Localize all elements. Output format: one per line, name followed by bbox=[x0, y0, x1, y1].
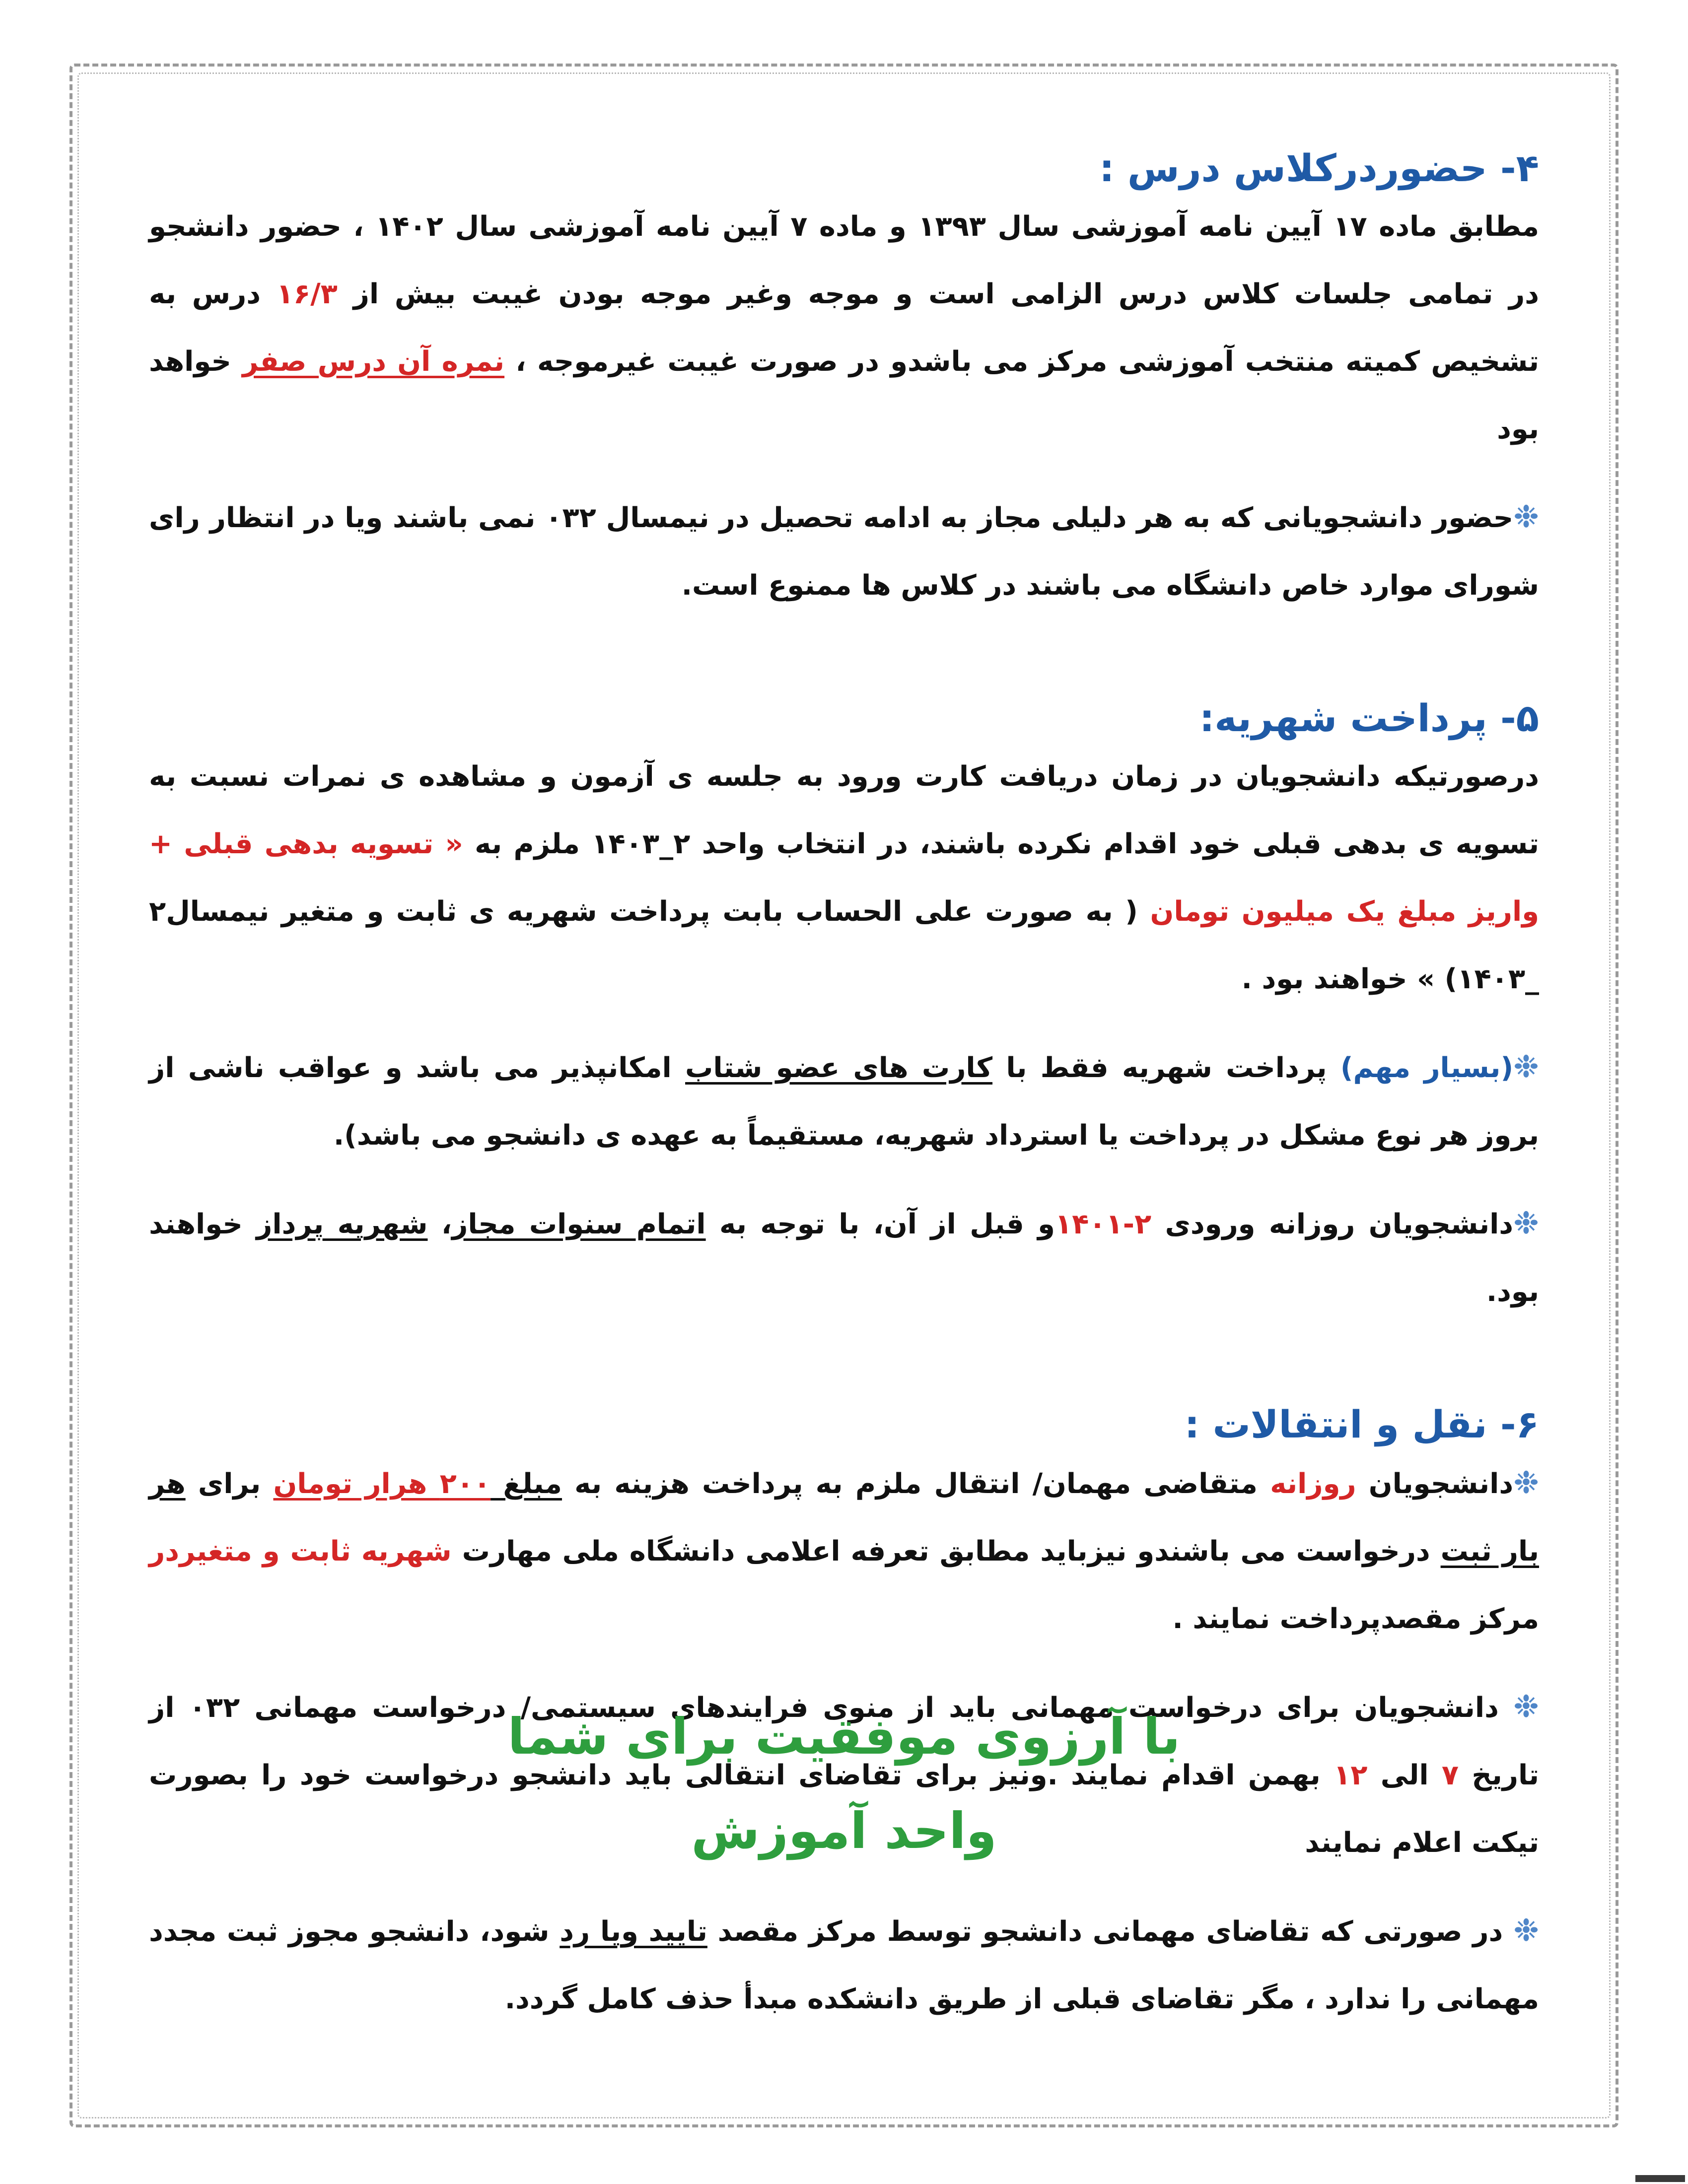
asterisk-icon: ❉ bbox=[1513, 1464, 1540, 1501]
text: ، bbox=[427, 1208, 452, 1240]
text: بهمن اقدام نمایند .ونیز برای تقاضای انتقالی باید دانشجو درخواست خود را بصورت تیکت اعلام نمایند bbox=[149, 1759, 1539, 1859]
entry-year: ۲-۱۴۰۱ bbox=[1055, 1208, 1152, 1240]
text: مرکز مقصدپرداخت نمایند . bbox=[1172, 1603, 1539, 1636]
closing-wish: با آرزوی موفقیت برای شما bbox=[507, 1707, 1181, 1766]
text: دانشجویان bbox=[1356, 1468, 1514, 1501]
allowed-years-note: اتمام سنوات مجاز bbox=[452, 1208, 706, 1240]
shetab-cards-note: کارت های عضو شتاب bbox=[685, 1051, 993, 1084]
text: حضور دانشجویانی که به هر دلیلی مجاز به ادامه تحصیل در نیمسال ۰۳۲ نمی باشند ویا در انتظار رای شورای موارد خاص دانشگاه می باشند در کلاس ها ممنوع است. bbox=[149, 501, 1539, 602]
section-5-paragraph-3 bbox=[149, 1189, 1539, 1326]
text: پرداخت شهریه فقط با bbox=[992, 1051, 1340, 1084]
section-4-paragraph-1 bbox=[149, 193, 1539, 463]
approve-reject-note: تایید ویا رد bbox=[560, 1915, 707, 1948]
text: دانشجویان روزانه ورودی bbox=[1151, 1208, 1514, 1240]
text: امکانپذیر می باشد و عواقب ناشی از بروز هر نوع مشکل در پرداخت یا استرداد شهریه، مستقیماً به عهده ی دانشجو می باشد). bbox=[149, 1051, 1539, 1152]
text: متقاضی مهمان/ انتقال ملزم به پرداخت هزینه به bbox=[562, 1468, 1270, 1501]
asterisk-icon: ❉ bbox=[1513, 1204, 1539, 1241]
section-6-paragraph-3 bbox=[149, 1897, 1539, 2033]
text: درصورتیکه دانشجویان در زمان دریافت کارت ورود به جلسه ی آزمون و مشاهده ی نمرات نسبت به تسویه ی بدهی قبلی خود اقدام نکرده باشند، در انتخاب واحد ۲_۱۴۰۳ ملزم به bbox=[149, 760, 1540, 860]
text: خواهد بود bbox=[149, 345, 1539, 445]
amount-label: مبلغ bbox=[491, 1468, 562, 1501]
text: مطابق ماده ۱۷ آیین نامه آموزشی سال ۱۳۹۳ و ماده ۷ آیین نامه آموزشی سال ۱۴۰۲ ، حضور دانشجو در تمامی جلسات کلاس درس الزامی است و موجه وغیر موجه بودن غیبت بیش از bbox=[149, 210, 1540, 310]
text: در صورتی که تقاضای مهمانی دانشجو توسط مرکز مقصد bbox=[707, 1915, 1514, 1948]
section-5-paragraph-2 bbox=[149, 1033, 1539, 1169]
text: دانشجویان برای درخواست مهمانی باید از منوی فرایندهای سیستمی/ درخواست مهمانی ۰۳۲ از تاریخ bbox=[149, 1692, 1540, 1792]
section-4-title: ۴- حضوردرکلاس درس : bbox=[1099, 146, 1539, 190]
text: و قبل از آن، با توجه به bbox=[705, 1208, 1055, 1240]
text: الی bbox=[1367, 1759, 1442, 1792]
absence-fraction: ۱۶/۳ bbox=[276, 277, 338, 310]
asterisk-icon: ❉ bbox=[1513, 1912, 1540, 1949]
text: شود، دانشجو مجوز ثبت مجدد مهمانی را ندارد ، مگر تقاضای قبلی از طریق دانشکده مبدأ حذف کامل گردد. bbox=[149, 1915, 1539, 2016]
asterisk-icon: ❉ bbox=[1513, 1688, 1539, 1725]
text: خواهند بود. bbox=[149, 1208, 1539, 1308]
section-5-paragraph-1 bbox=[149, 743, 1539, 1013]
closing-signature: واحد آموزش bbox=[691, 1802, 997, 1860]
text: ( به صورت علی الحساب بابت پرداخت شهریه ی ثابت و متغیر نیمسال۲ _۱۴۰۳) » خواهند بود . bbox=[149, 895, 1539, 995]
corner-watermark bbox=[1635, 2175, 1685, 2182]
section-5-title: ۵- پرداخت شهریه: bbox=[1199, 695, 1539, 740]
zero-grade-note: نمره آن درس صفر bbox=[242, 345, 505, 378]
per-request-note: هر بار ثبت bbox=[149, 1468, 1539, 1568]
daytime-label: روزانه bbox=[1270, 1468, 1356, 1501]
text: درخواست می باشندو نیزباید مطابق تعرفه اعلامی دانشگاه ملی مهارت bbox=[451, 1535, 1441, 1568]
asterisk-icon: ❉ bbox=[1513, 1048, 1539, 1085]
section-6-title: ۶- نقل و انتقالات : bbox=[1184, 1402, 1539, 1446]
end-date: ۱۲ bbox=[1334, 1759, 1368, 1792]
very-important-label: (بسیار مهم) bbox=[1340, 1051, 1514, 1084]
section-4-paragraph-2 bbox=[149, 483, 1539, 619]
tuition-note: شهریه ثابت و متغیردر bbox=[149, 1535, 452, 1568]
payment-requirement: « تسویه بدهی قبلی + واریز مبلغ یک میلیون تومان bbox=[149, 827, 1540, 928]
fee-amount: ۲۰۰ هرار تومان bbox=[273, 1468, 491, 1501]
tuition-payer-note: شهریه پرداز bbox=[256, 1208, 428, 1240]
text: برای bbox=[185, 1468, 274, 1501]
start-date: ۷ bbox=[1441, 1759, 1459, 1792]
asterisk-icon: ❉ bbox=[1513, 498, 1540, 535]
section-6-paragraph-1 bbox=[149, 1449, 1539, 1653]
text: درس به تشخیص کمیته منتخب آموزشی مرکز می باشدو در صورت غیبت غیرموجه ، bbox=[149, 277, 1539, 378]
